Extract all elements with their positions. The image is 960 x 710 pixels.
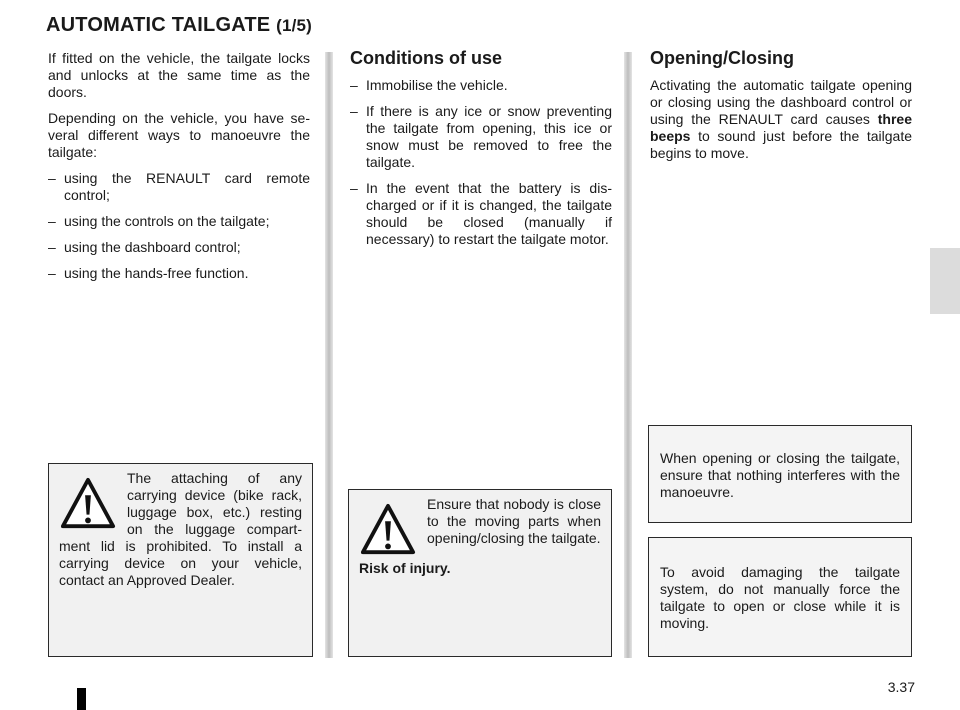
intro-paragraph-1: If fitted on the vehicle, the tailgate locks and unlocks at the same time as the doors. [48, 50, 310, 100]
warning-triangle-icon [359, 502, 417, 558]
conditions-list [350, 77, 612, 248]
page-title [46, 14, 312, 37]
footer-marker [77, 688, 86, 710]
opening-text-start: Activating the automatic tailgate opening or closing using the dashboard control or using the RENAULT card causes [650, 77, 912, 127]
force-note-text: To avoid damaging the tailgate system, do not manually force the tailgate to open or close while it is moving. [660, 564, 900, 631]
list-item: – using the dashboard control; [48, 239, 310, 256]
page-part-indicator: (1/5) [276, 16, 313, 35]
column-divider-1 [325, 52, 333, 658]
list-item: – using the controls on the tailgate; [48, 213, 310, 230]
injury-warning-text: Ensure that nobody is close to the moving parts when opening/closing the tailgate. [427, 496, 601, 546]
chapter-tab [930, 248, 960, 314]
force-note-box [648, 537, 912, 657]
list-item: – using the RENAULT card remote control; [48, 170, 310, 204]
interference-note-box [648, 425, 912, 523]
column-opening-closing [650, 50, 912, 171]
carrying-device-warning-box [48, 463, 313, 657]
opening-closing-heading: Opening/Closing [650, 48, 794, 68]
list-item: – Immobilise the vehicle. [350, 77, 612, 94]
manoeuvre-methods-list [48, 170, 310, 282]
opening-text-end: to sound just before the tailgate begins to move. [650, 128, 912, 161]
column-intro [48, 50, 310, 291]
list-item: – In the event that the battery is discharged or if it is changed, the tailgate should be closed (manually if necessary) to restart the tailgate motor. [350, 180, 612, 248]
risk-of-injury-text: Risk of injury. [359, 560, 451, 576]
page-number: 3.37 [887, 679, 915, 695]
carrying-device-warning-text: The attaching of any carrying device (bike rack, luggage box, etc.) resting on the luggage compartment lid is prohibited. To install a carrying device on your vehicle, contact an Approved Dealer. [59, 470, 302, 588]
warning-triangle-icon [59, 476, 117, 532]
injury-warning-box [348, 489, 612, 657]
conditions-heading: Conditions of use [350, 48, 502, 68]
three-beeps-emphasis: three beeps [650, 111, 912, 144]
list-item: – If there is any ice or snow preventing the tailgate from opening, this ice or snow must be removed to free the tailgate. [350, 103, 612, 171]
intro-paragraph-2: Depending on the vehicle, you have several different ways to manoeuvre the tailgate: [48, 110, 310, 160]
column-conditions [350, 50, 612, 257]
list-item: – using the hands-free function. [48, 265, 310, 282]
column-divider-2 [624, 52, 632, 658]
opening-closing-paragraph [650, 77, 912, 162]
page-title-text: AUTOMATIC TAILGATE [46, 14, 271, 36]
interference-note-text: When opening or closing the tailgate, ensure that nothing interferes with the manoeuvre. [660, 450, 900, 500]
